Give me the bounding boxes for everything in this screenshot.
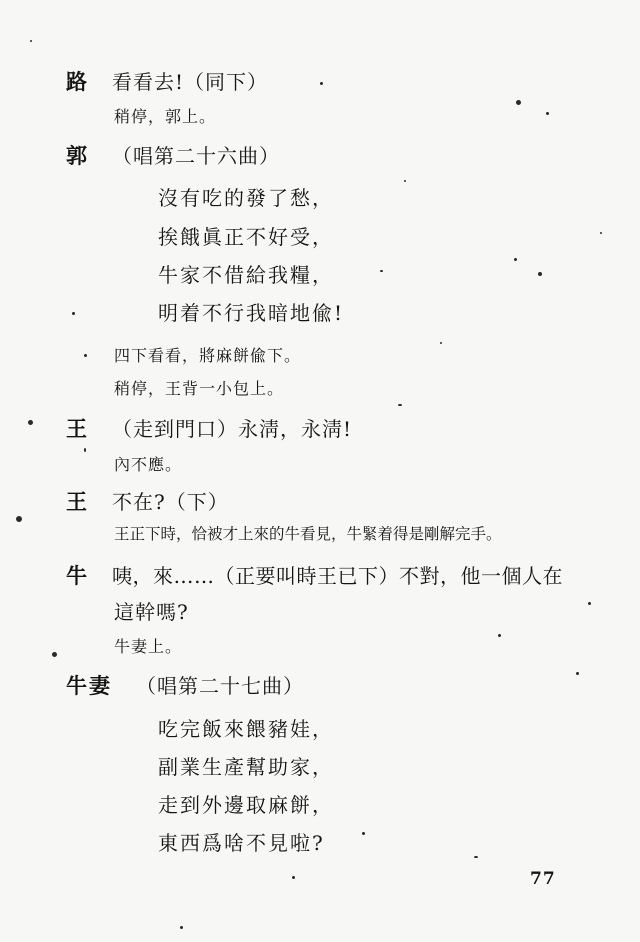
song-line: 走到外邊取麻餅， [158, 793, 334, 817]
speaker-name: 路 [66, 69, 89, 94]
scan-speck [514, 258, 517, 261]
scan-speck [516, 100, 521, 105]
speaker-name: 王 [66, 416, 89, 441]
scan-speck [398, 404, 402, 406]
page-number: 77 [530, 869, 556, 889]
speaker-name: 牛妻 [66, 673, 112, 698]
scan-speck [588, 602, 591, 605]
song-line: 明着不行我暗地偸! [158, 301, 345, 325]
dialogue-continuation: 這幹嗎? [114, 600, 189, 624]
scan-speck [292, 876, 295, 879]
scan-speck [362, 832, 365, 835]
dialogue-line: 不在?（下） [112, 490, 229, 514]
scan-speck [440, 342, 442, 344]
stage-direction: 王正下時，恰被才上來的牛看見，牛緊着得是剛解完手。 [114, 525, 502, 543]
stage-direction: 稍停，郭上。 [114, 107, 217, 126]
song-line: 沒有吃的發了愁， [158, 186, 334, 210]
scan-speck [546, 112, 549, 115]
scan-speck [84, 448, 86, 452]
scan-speck [538, 272, 542, 276]
speaker-name: 牛 [66, 563, 89, 588]
dialogue-line: （唱第二十七曲） [136, 674, 304, 698]
scan-speck [576, 672, 579, 675]
scan-speck [600, 232, 602, 234]
scan-speck [84, 354, 87, 357]
dialogue-line: （唱第二十六曲） [112, 144, 280, 168]
scan-speck [16, 516, 22, 522]
scan-speck [30, 40, 32, 42]
scan-speck [320, 82, 323, 85]
scan-speck [498, 634, 501, 637]
speaker-name: 郭 [66, 143, 89, 168]
song-line: 吃完飯來餵豬娃， [158, 717, 334, 741]
scan-speck [380, 270, 383, 272]
scan-speck [52, 652, 57, 657]
scan-speck [474, 856, 478, 858]
dialogue-line: 看看去!（同下） [112, 70, 269, 94]
speaker-name: 王 [66, 489, 89, 514]
dialogue-line: 咦，來……（正要叫時王已下）不對，他一個人在 [112, 564, 563, 588]
scan-speck [72, 312, 75, 315]
song-line: 東西爲啥不見啦? [158, 831, 325, 855]
scan-speck [180, 926, 183, 929]
stage-direction: 內不應。 [114, 455, 183, 474]
scan-speck [404, 180, 406, 182]
song-line: 挨餓眞正不好受， [158, 225, 334, 249]
song-line: 牛家不借給我糧， [158, 263, 334, 287]
dialogue-line: （走到門口）永淸，永淸! [112, 417, 353, 441]
stage-direction: 稍停，王背一小包上。 [114, 379, 285, 398]
scan-speck [28, 420, 33, 425]
stage-direction: 牛妻上。 [114, 637, 183, 656]
song-line: 副業生產幫助家， [158, 755, 334, 779]
stage-direction: 四下看看，將麻餅偸下。 [114, 346, 302, 365]
